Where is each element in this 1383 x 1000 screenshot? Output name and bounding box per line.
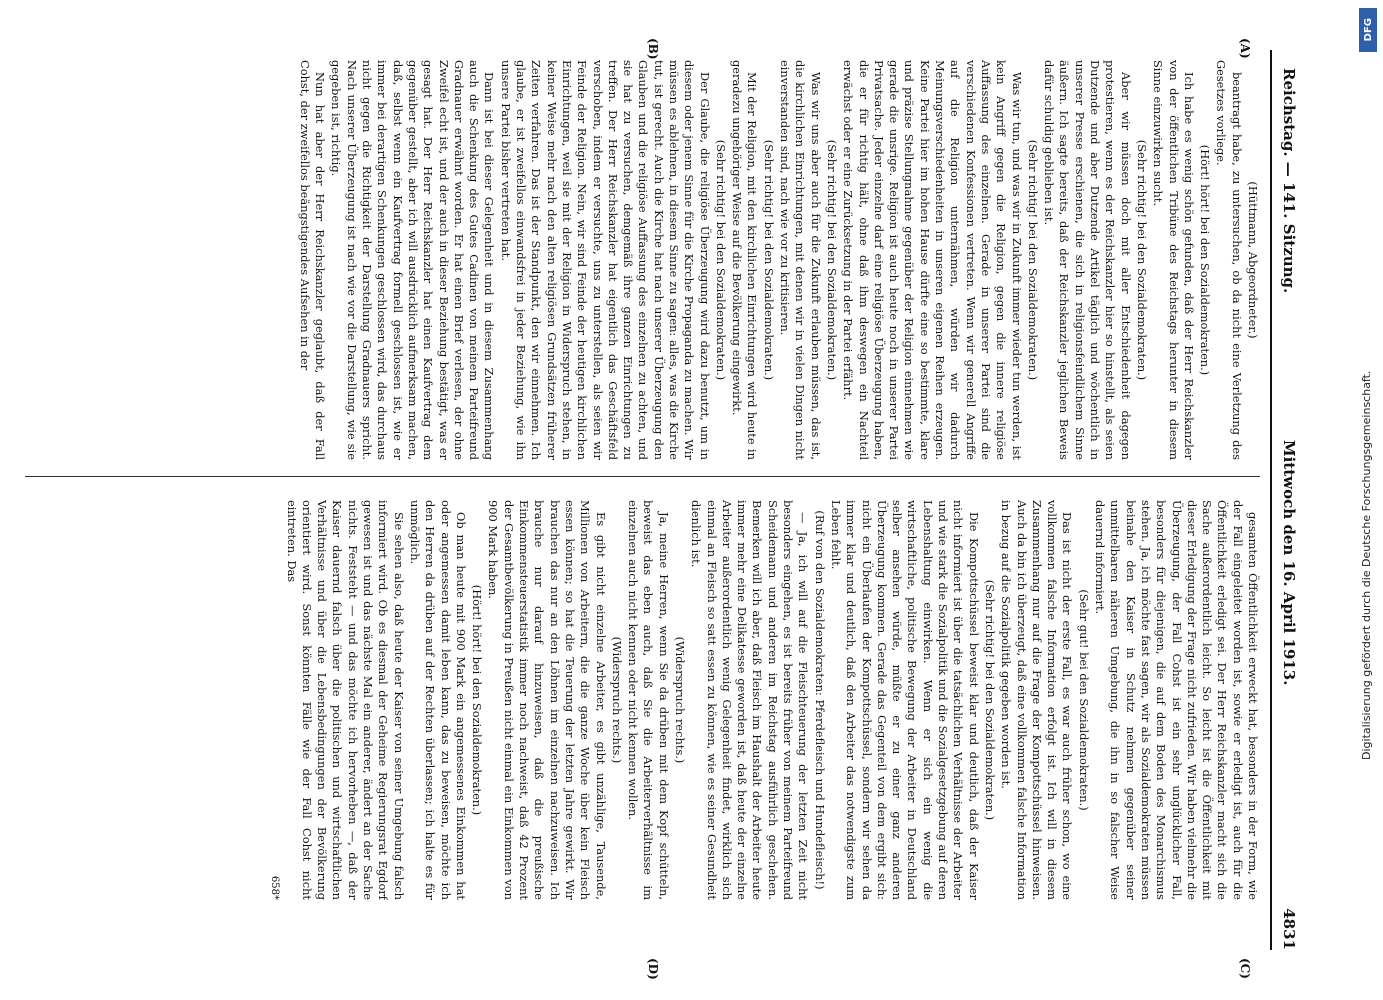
left-column-text: [297, 60, 1260, 460]
paragraph: Das ist nicht der erste Fall, es war auch früher schon, wo eine vollkommen falsche Information erfolgt ist. Ich will in diesem Zusammenhang nur auf die Frage der Kompottschüssel hinweisen. Auch da bin ich überzeugt, daß eine vollkommen falsche Information in bezug auf die Sozialpolitik gegeben worden ist.: [999, 500, 1075, 900]
paragraph: — Ja, ich will auf die Fleischteuerung der letzten Zeit nicht besonders eingehen, es ist bereits früher von meinem Parteifreund Scheidemann und anderen im Reichstag ausführlich geschehen. Bemerken will ich aber, daß Fleisch im Haushalt der Arbeiter heute immer mehr eine Delikatesse geworden ist, daß heute der einzelne Arbeiter außerordentlich wenig Gelegenheit findet, wirklich sich einmal an Fleisch so satt essen zu können, wie es seiner Gesundheit dienlich ist.: [689, 500, 811, 900]
column-divider: [25, 476, 1260, 477]
interjection: (Sehr richtig! bei den Sozialdemokraten.): [1134, 139, 1149, 381]
margin-marker-a: (A): [1238, 38, 1252, 59]
interjection: (Sehr richtig! bei den Sozialdemokraten.): [713, 139, 728, 381]
interjection: (Hört! hört! bei den Sozialdemokraten.): [1198, 144, 1213, 376]
interjection: (Sehr richtig! bei den Sozialdemokraten.): [1025, 139, 1040, 381]
paragraph: Aber wir müssen doch mit aller Entschiedenheit dagegen protestieren, wenn es der Reichskanzler hier so hinstellt, als seien Dutzende und aber Dutzende Artikel täglich und wöchentlich in unserer Presse erschienen, die sich in religionsfeindlichem Sinne äußern. Ich sagte bereits, daß der Reichskanzler jeglichen Beweis dafür schuldig geblieben ist.: [1042, 60, 1133, 460]
digitization-sidebar: [1354, 0, 1383, 1000]
right-column: [25, 500, 1260, 900]
paragraph: Es gibt nicht einzelne Arbeiter, es gibt unzählige, Tausende, Millionen von Arbeitern, die die ganze Woche über kein Fleisch essen können; so hat die Teuerung der letzten Jahre gewirkt. Wir brauchen das nur an den Löhnen im einzelnen nachzuweisen. Ich brauche nur darauf hinzuweisen, daß die preußische Einkommensteuerstatistik immer noch nachweist, daß 42 Prozent der Gesamtbevölkerung in Preußen nicht einmal ein Einkommen von 900 Mark haben.: [486, 500, 608, 900]
paragraph: Ich habe es wenig schön gefunden, daß der Herr Reichskanzler von der öffentlichen Tribüne des Reichstags herunter in diesem Sinne einzuwirken sucht.: [1151, 60, 1196, 460]
margin-marker-c: (C): [1238, 958, 1252, 979]
interjection: (Ruf von den Sozialdemokraten: Pferdefleisch und Hundefleisch!): [812, 510, 827, 890]
dfg-logo: [1359, 8, 1377, 52]
paragraph: Was wir tun, und was wir in Zukunft immer wieder tun werden, ist kein Angriff gegen die Religion, gegen die innere religiöse Auffassung des einzelnen. Gerade in unserer Partei sind die verschiedenen Konfessionen vertreten. Wenn wir generell Angriffe auf die Religion unternähmen, würden wir dadurch Meinungsverschiedenheiten in unseren eigenen Reihen erzeugen. Keine Partei hier im hohen Hause dürfte eine so bestimmte, klare und präzise Stellungnahme gegenüber der Religion einnehmen wie gerade die unsrige. Religion ist auch heute noch in unserer Partei Privatsache. Jeder einzelne darf eine religiöse Überzeugung haben, die er für richtig hält, ohne daß ihm deswegen ein Nachteil erwächst oder er eine Zurücksetzung in der Partei erfährt.: [841, 60, 1024, 460]
paragraph: Mit der Religion, mit den kirchlichen Einrichtungen wird heute in geradezu ungehöriger Weise auf die Bevölkerung eingewirkt.: [730, 60, 760, 460]
paragraph: beantragt habe, zu untersuchen, ob da nicht eine Verletzung des Gesetzes vorliege.: [1214, 60, 1244, 460]
paragraph: gesamten Öffentlichkeit erweckt hat, besonders in der Form, wie der Fall eingeleitet worden ist, sowie er erledigt ist, auch für die Öffentlichkeit erledigt sei. Der Herr Reichskanzler macht sich die Sache außerordentlich leicht. So leicht ist die Öffentlichkeit mit dieser Erledigung der Frage nicht zufrieden. Wir haben vielmehr die Überzeugung, der Fall Cohst ist ein sehr unglücklicher Fall, besonders für diejenigen, die auf dem Boden des Monarchismus stehen. Ja, ich möchte fast sagen, wir als Sozialdemokraten müssen beinahe den Kaiser in Schutz nehmen gegenüber seiner unmittelbaren näheren Umgebung, die ihn in so falscher Weise dauernd informiert.: [1093, 500, 1260, 900]
interjection: (Hüttmann, Abgeordneter.): [1246, 181, 1260, 339]
page-number: 4831: [1280, 908, 1298, 950]
paragraph: Dann ist bei dieser Gelegenheit und in diesem Zusammenhang auch die Schenkung des Gutes Cadinen von meinem Parteifreund Gradnauer erwähnt worden. Er hat einen Brief verlesen, der ohne Zweifel echt ist, und der auch in dieser Beziehung bestätigt, was er gesagt hat. Der Herr Reichskanzler hat einen Kaufvertrag dem gegenüber gestellt, aber ich will ausdrücklich aufmerksam machen, daß, selbst wenn ein Kaufvertrag formell geschlossen ist, wie er immer bei derartigen Schenkungen geschlossen wird, das durchaus nicht gegen die Richtigkeit der Darstellung Gradnauers spricht. Nach unserer Überzeugung ist nach wie vor die Darstellung, wie sie gegeben ist, richtig.: [329, 60, 497, 460]
paragraph: Nun hat aber der Herr Reichskanzler geglaubt, daß der Fall Cohst, der zweifellos beängstigendes Aufsehen in der: [297, 60, 328, 460]
digitization-credit: Digitalisierung gefördert durch die Deutsche Forschungsgemeinschaft.: [1360, 370, 1373, 760]
paragraph: Was wir uns aber auch für die Zukunft erlauben müssen, das ist, die kirchlichen Einrichtungen, mit denen wir in vielen Dingen nicht einverstanden sind, nach wie vor zu kritisieren.: [778, 60, 823, 460]
paragraph: Ja, meine Herren, wenn Sie da drüben mit dem Kopf schütteln, beweist das eben auch, daß Sie die Arbeiterverhältnisse im einzelnen auch nicht kennen oder nicht kennen wollen.: [626, 500, 671, 900]
interjection: (Sehr gut! bei den Sozialdemokraten.): [1076, 589, 1091, 811]
interjection: (Sehr richtig! bei den Sozialdemokraten.): [824, 139, 839, 381]
left-column: [25, 60, 1260, 460]
paragraph: Ob man heute mit 900 Mark ein angemessenes Einkommen hat oder angemessen damit leben kann, das zu beweisen, möchte ich den Herren da drüben auf der Rechten überlassen; ich halte es für unmöglich.: [407, 500, 468, 900]
header-left: Reichstag. — 141. Sitzung.: [1280, 68, 1298, 294]
interjection: (Sehr richtig! bei den Sozialdemokraten.): [982, 579, 997, 821]
paragraph: Sie sehen also, daß heute der Kaiser von seiner Umgebung falsch informiert wird. Ob es diesmal der Geheime Regierungsrat Egdorf gewesen ist und das nächste Mal ein anderer, ändert an der Sache nichts. Feststeht — und das möchte ich hervorheben —, daß der Kaiser dauernd falsch über die politischen und wirtschaftlichen Verhältnisse und über die Lebensbedingungen der Bevölkerung orientiert wird. Sonst könnten Fälle wie der Fall Cohst nicht eintreten. Das: [284, 500, 406, 900]
paragraph: Die Kompottschüssel beweist klar und deutlich, daß der Kaiser nicht informiert ist über die tatsächlichen Verhältnisse der Arbeiter und wie stark die Sozialpolitik und die Sozialgesetzgebung auf deren Lebenshaltung einwirken. Wenn er sich ein wenig die wirtschaftliche, politische Bewegung der Arbeiter in Deutschland selber ansehen würde, müßte er zu einer ganz anderen Überzeugung kommen. Gerade das Gegenteil von dem ergibt sich: nicht ein Überlaufen der Kompottschüssel, sondern wir sehen da immer klar und deutlich, daß den Arbeiter das notwendigste zum Leben fehlt.: [828, 500, 981, 900]
margin-marker-b: (B): [646, 38, 660, 60]
signature-mark: 658*: [269, 875, 281, 900]
dfg-logo-text: DFG: [1362, 18, 1374, 42]
margin-marker-d: (D): [646, 958, 660, 980]
interjection: (Hört! hört! bei den Sozialdemokraten.): [470, 584, 485, 816]
right-column-text: [267, 500, 1260, 900]
page-header: [1270, 50, 1300, 950]
header-date: Mittwoch den 16. April 1913.: [1280, 440, 1298, 686]
interjection: (Widerspruch rechts.): [673, 636, 688, 764]
interjection: (Widerspruch rechts.): [609, 636, 624, 764]
interjection: (Sehr richtig! bei den Sozialdemokraten.): [761, 139, 776, 381]
paragraph: Der Glaube, die religiöse Überzeugung wird dazu benutzt, um in diesem oder jenem Sinne für die Kirche Propaganda zu machen. Wir müssen es ablehnen, in diesem Sinne zu sagen: alles, was die Kirche tut, ist gerecht. Auch die Kirche hat nach unserer Überzeugung den Glauben und die religiöse Auffassung des einzelnen zu achten, und sie hat zu versuchen, demgemäß ihre ganzen Einrichtungen zu treffen. Der Herr Reichskanzler hat eigentlich das Geschäftsfeld verschoben, indem er versuchte, uns zu unterstellen, als seien wir Feinde der Religion. Nein, wir sind Feinde der heutigen kirchlichen Einrichtungen, weil sie mit der Religion in Widerspruch stehen, in keiner Weise mehr nach den alten religiösen Grundsätzen früherer Zeiten verfahren. Das ist der Standpunkt, den wir einnehmen. Ich glaube, er ist zweifellos einwandsfrei in jeder Beziehung, wie ihn unsere Partei bisher vertreten hat.: [498, 60, 712, 460]
